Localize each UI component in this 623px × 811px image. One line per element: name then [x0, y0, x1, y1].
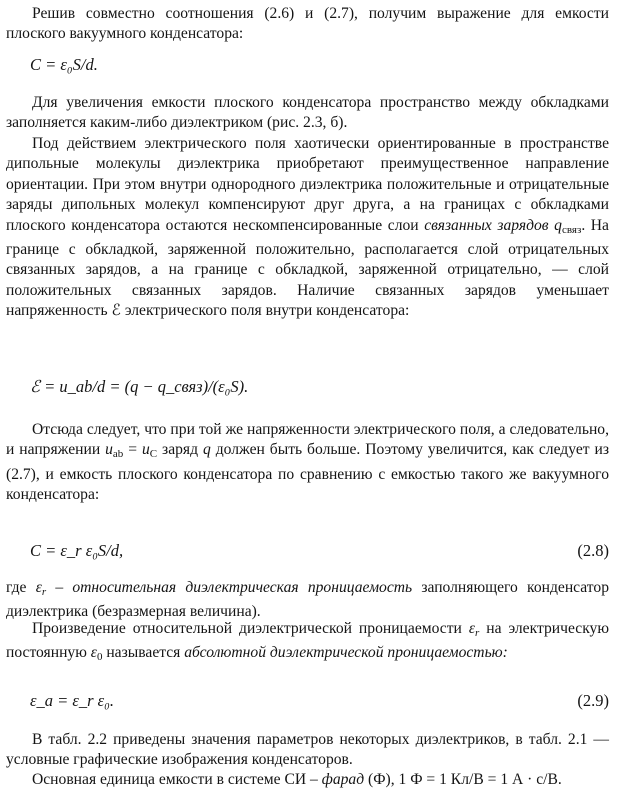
epsilon-r-symbol-2: ε [468, 620, 476, 637]
charge-symbol: q [202, 441, 211, 459]
tables-reference-text: В табл. 2.2 приведены значения параметров некоторых диэлектриков, в табл. 2.1 — условные графические изображения конденсаторов. [6, 731, 609, 769]
equals-sign: = [123, 441, 142, 459]
bound-charges-text-start: Под действием электрического поля хаотически ориентированные в пространстве дипольные молекулы диэлектрика приобретают преимущественное направление ориентации. При этом внутри однородного диэлектрика положительные и отрицательные заряды дипольных молекул компенсируют друг друга, а на границах с обкладками плоского конденсатора остаются нескомпенсированные слои [6, 135, 609, 234]
voltage-uab-subscript: ab [112, 448, 124, 461]
paragraph-capacitance-increase [6, 420, 609, 506]
formula-field-strength-text: ℰ = u_ab/d = (q − q_связ)/(ε₀S). [30, 377, 249, 396]
paragraph-si-unit [6, 770, 609, 790]
epsilon-0-subscript: 0 [96, 651, 103, 664]
capacitance-increase-text-end: должен быть больше. Поэтому увеличится, как следует из (2.7), и емкость плоского конденсатора по сравнению с емкостью такого же вакуумного конденсатора: [6, 441, 609, 504]
voltage-uc-subscript: C [149, 448, 158, 461]
paragraph-tables-reference [6, 730, 609, 771]
farad-term: фарад [321, 771, 365, 788]
paragraph-absolute-permittivity [6, 619, 609, 668]
absolute-permittivity-term: абсолютной диэлектрической проницаемостью: [184, 644, 508, 662]
formula-absolute-permittivity-text: ε_a = ε_r ε₀. [30, 691, 115, 710]
equation-number-2-8: (2.8) [577, 541, 609, 560]
epsilon-r-subscript-2: r [475, 627, 480, 639]
paragraph-intro-text: Решив совместно соотношения (2.6) и (2.7), получим выражение для емкости плоского вакуумного конденсатора: [6, 5, 609, 43]
voltage-uc-symbol: u [141, 441, 150, 459]
si-unit-text-a: Основная единица емкости в системе СИ – [32, 771, 322, 788]
formula-vacuum-capacitance [30, 54, 609, 76]
epsilon-r-subscript: r [41, 586, 47, 598]
bound-charge-symbol: q [554, 216, 562, 234]
formula-absolute-permittivity [30, 690, 609, 712]
absolute-permittivity-text-a: Произведение относительной диэлектрической проницаемости [32, 620, 469, 637]
voltage-uab-symbol: u [105, 441, 113, 459]
formula-field-strength [30, 376, 609, 398]
bound-charges-term: связанных зарядов [424, 216, 549, 234]
paragraph-intro [6, 4, 609, 45]
relative-permittivity-term: – относительная диэлектрическая проницаемость [46, 579, 413, 596]
bound-charges-text-end: . На границе с обкладкой, заряженной положительно, располагается слой отрицательных связанных зарядов, а на границе с обкладкой, заряженной отрицательно, — слой положительных связанных зарядов. Наличие связанных зарядов уменьшает напряженность ℰ электрического поля внутри конденсатора: [6, 216, 609, 320]
absolute-permittivity-text-b: на электрическую постоянную [6, 620, 609, 662]
si-unit-text-b: (Ф), 1 Ф = 1 Кл/В = 1 А · с/В. [364, 771, 562, 788]
relative-permittivity-rest: заполняющего конденсатор диэлектрика (безразмерная величина). [6, 579, 609, 621]
relative-permittivity-lead: где [6, 579, 36, 596]
paragraph-dielectric-text: Для увеличения емкости плоского конденсатора пространство между обкладками заполняется каким-либо диэлектриком (рис. 2.3, б). [6, 94, 609, 132]
formula-vacuum-capacitance-text: C = ε₀S/d. [30, 55, 98, 74]
capacitance-increase-text-start: Отсюда следует, что при той же напряженности электрического поля, а следовательно, и напряжении [6, 421, 609, 459]
paragraph-bound-charges [6, 134, 609, 322]
paragraph-dielectric [6, 93, 609, 134]
bound-charge-subscript: связ [561, 223, 582, 236]
paragraph-relative-permittivity [6, 578, 609, 623]
equation-number-2-9: (2.9) [577, 691, 609, 710]
formula-dielectric-capacitance [30, 540, 609, 562]
formula-dielectric-capacitance-text: C = ε_r ε₀S/d, [30, 541, 124, 560]
epsilon-0-symbol: ε [90, 644, 97, 662]
charge-word: заряд [157, 441, 203, 459]
epsilon-r-symbol: ε [35, 579, 42, 596]
absolute-permittivity-text-c: называется [102, 644, 185, 662]
